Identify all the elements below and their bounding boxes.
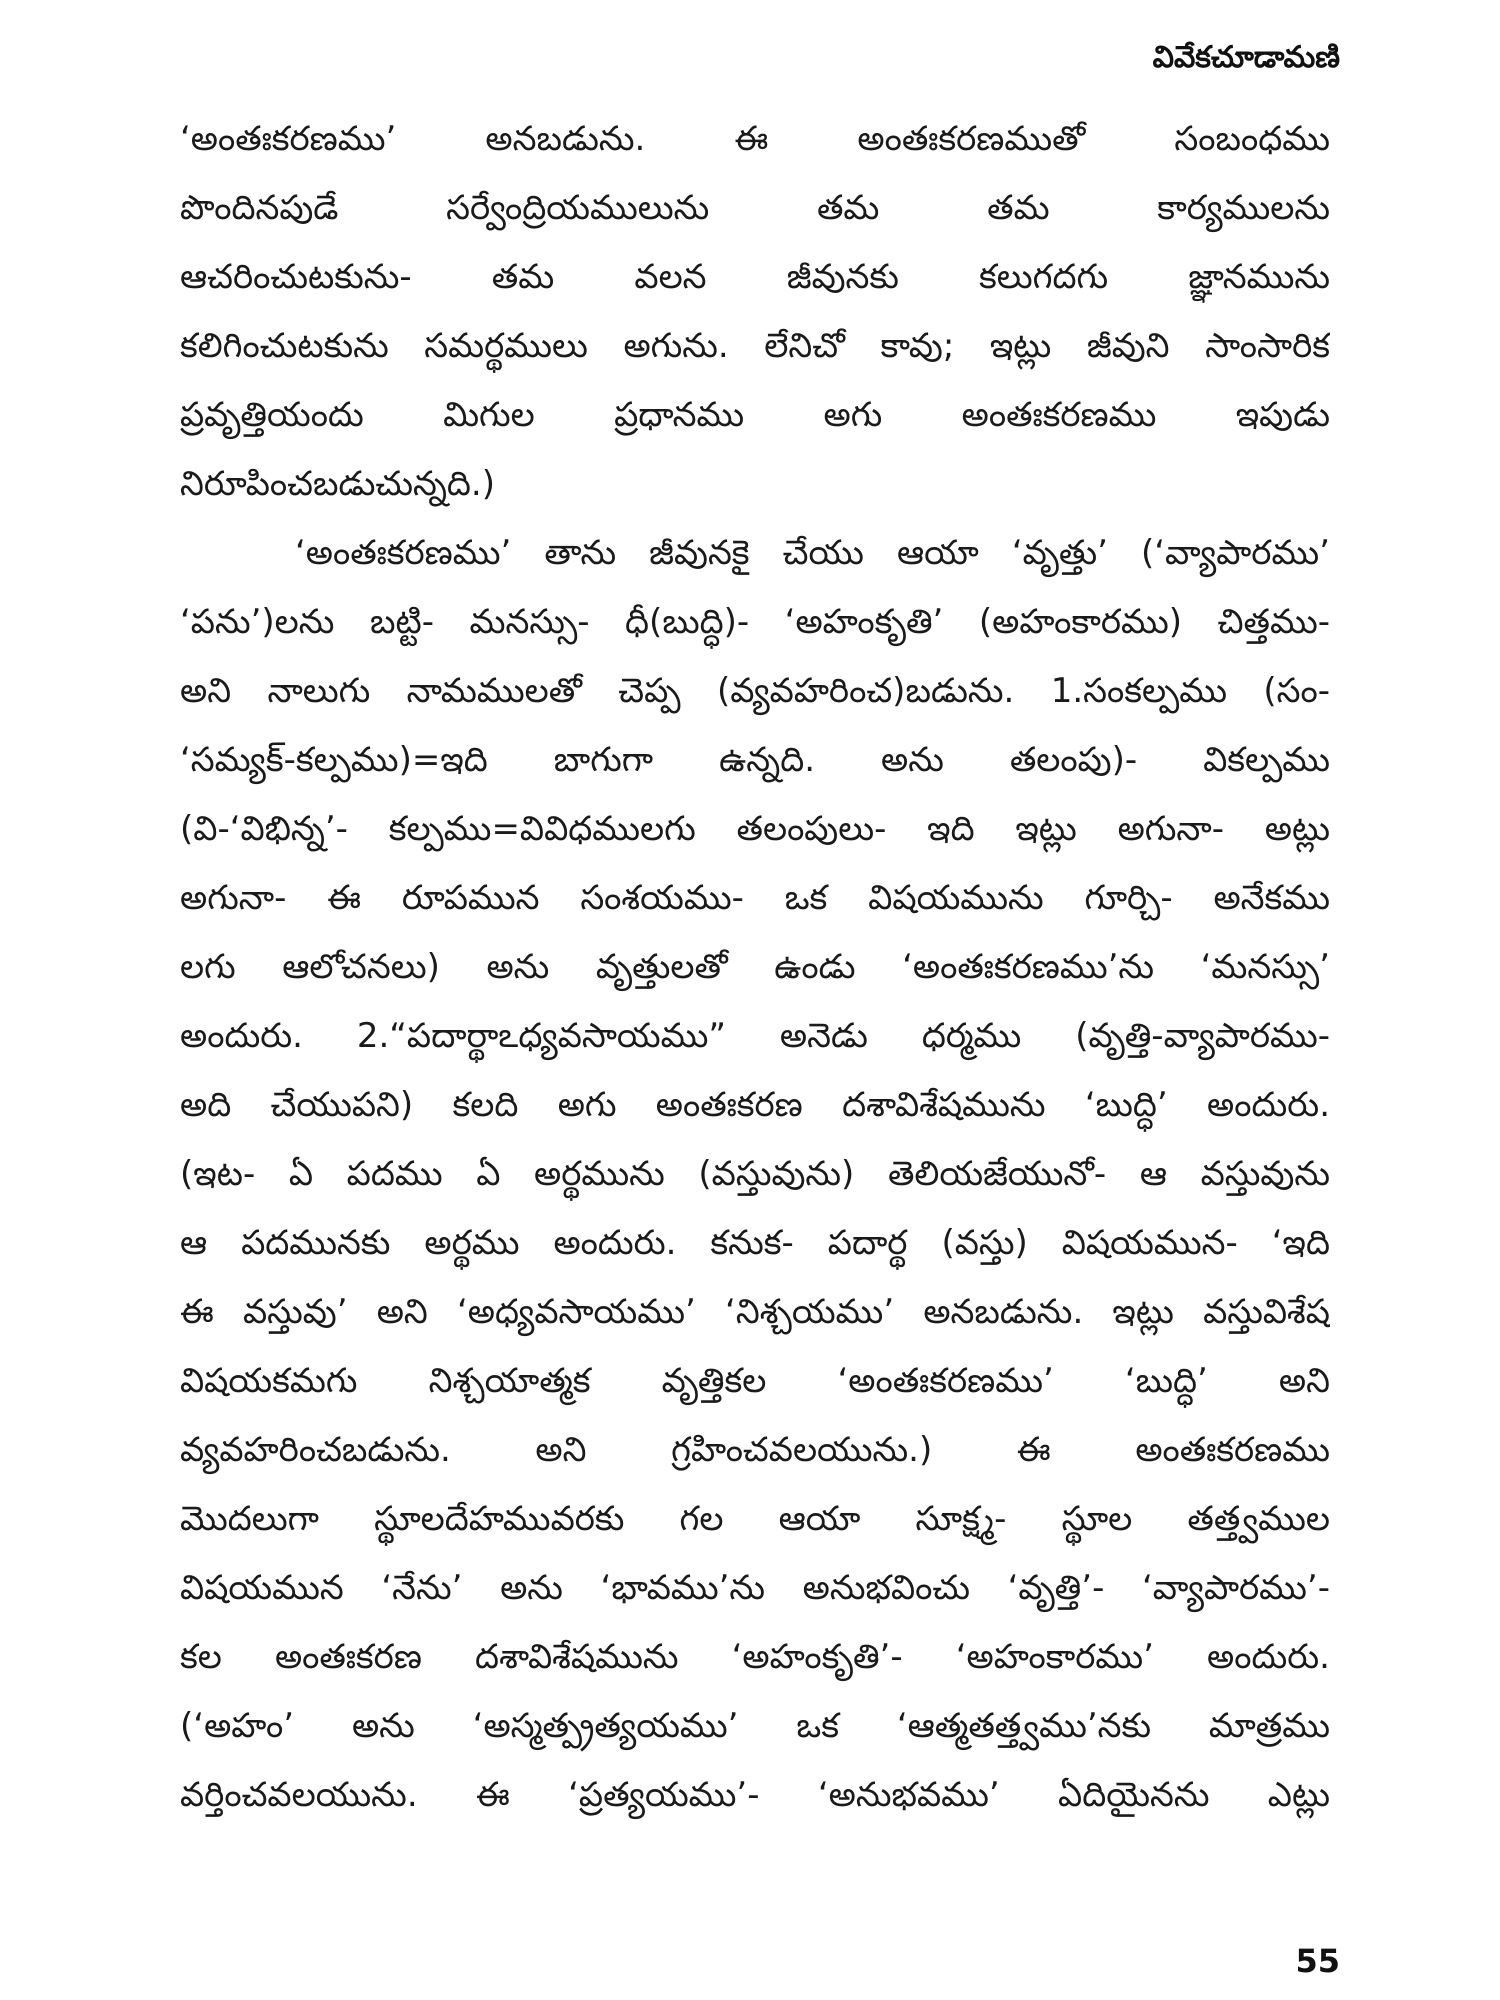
text-line: ఆచరించుటకును- తమ వలన జీవునకు కలుగదగు జ్ఞానమును	[180, 257, 1330, 297]
text-line: పొందినపుడే సర్వేంద్రియములును తమ తమ కార్యములను	[180, 188, 1330, 228]
text-line: మొదలుగా స్థూలదేహమువరకు గల ఆయా సూక్ష్మ- స్థూల తత్త్వముల	[180, 1499, 1330, 1539]
text-line: విషయమున ‘నేను’ అను ‘భావము’ను అనుభవించు ‘వృత్తి’- ‘వ్యాపారము’-	[180, 1568, 1330, 1608]
paragraph-1	[180, 105, 1330, 519]
text-line: అందురు. 2.“పదార్థాఽధ్యవసాయము” అనెడు ధర్మము (వృత్తి-వ్యాపారము-	[180, 1016, 1330, 1056]
text-line: అగునా- ఈ రూపమున సంశయము- ఒక విషయమును గూర్చి- అనేకము	[180, 878, 1330, 918]
page-number: 55	[1295, 1942, 1340, 1980]
text-line: కలిగించుటకును సమర్థములు అగును. లేనిచో కావు; ఇట్లు జీవుని సాంసారిక	[180, 326, 1330, 366]
text-line: ఆ పదమునకు అర్థము అందురు. కనుక- పదార్థ (వస్తు) విషయమున- ‘ఇది	[180, 1223, 1330, 1263]
text-line: (‘అహం’ అను ‘అస్మత్ప్రత్యయము’ ఒక ‘ఆత్మతత్త్వము’నకు మాత్రము	[180, 1706, 1330, 1746]
text-line: ‘సమ్యక్-కల్పము)=ఇది బాగుగా ఉన్నది. అను తలంపు)- వికల్పము	[180, 740, 1330, 780]
text-line: వర్తించవలయును. ఈ ‘ప్రత్యయము’- ‘అనుభవము’ ఏదియైనను ఎట్లు	[180, 1775, 1330, 1815]
text-line: వ్యవహరించబడును. అని గ్రహించవలయును.) ఈ అంతఃకరణము	[180, 1430, 1330, 1470]
text-line: (ఇట- ఏ పదము ఏ అర్థమును (వస్తువును) తెలియజేయునో- ఆ వస్తువును	[180, 1154, 1330, 1194]
text-line: విషయకమగు నిశ్చయాత్మక వృత్తికల ‘అంతఃకరణము’ ‘బుద్ధి’ అని	[180, 1361, 1330, 1401]
text-line: (వి-‘విభిన్న’- కల్పము=వివిధములగు తలంపులు- ఇది ఇట్లు అగునా- అట్లు	[180, 809, 1330, 849]
text-line: ఈ వస్తువు’ అని ‘అధ్యవసాయము’ ‘నిశ్చయము’ అనబడును. ఇట్లు వస్తువిశేష	[180, 1292, 1330, 1332]
text-line: ప్రవృత్తియందు మిగుల ప్రధానము అగు అంతఃకరణము ఇపుడు	[180, 395, 1330, 435]
text-line: ‘అంతఃకరణము’ తాను జీవునకై చేయు ఆయా ‘వృత్తు’ (‘వ్యాపారము’	[295, 533, 1330, 573]
text-line: ‘అంతఃకరణము’ అనబడును. ఈ అంతఃకరణముతో సంబంధము	[180, 119, 1330, 159]
text-line: అని నాలుగు నామములతో చెప్ప (వ్యవహరించ)బడును. 1.సంకల్పము (సం-	[180, 671, 1330, 711]
body-text	[180, 105, 1330, 1830]
text-line: లగు ఆలోచనలు) అను వృత్తులతో ఉండు ‘అంతఃకరణము’ను ‘మనస్సు’	[180, 947, 1330, 987]
text-line: అది చేయుపని) కలది అగు అంతఃకరణ దశావిశేషమును ‘బుద్ధి’ అందురు.	[180, 1085, 1330, 1125]
running-header: వివేకచూడామణి	[1152, 40, 1340, 75]
text-line: ‘పను’)లను బట్టి- మనస్సు- ధీ(బుద్ధి)- ‘అహంకృతి’ (అహంకారము) చిత్తము-	[180, 602, 1330, 642]
paragraph-2	[180, 519, 1330, 1830]
text-line: నిరూపించబడుచున్నది.)	[180, 464, 496, 504]
text-line: కల అంతఃకరణ దశావిశేషమును ‘అహంకృతి’- ‘అహంకారము’ అందురు.	[180, 1637, 1330, 1677]
